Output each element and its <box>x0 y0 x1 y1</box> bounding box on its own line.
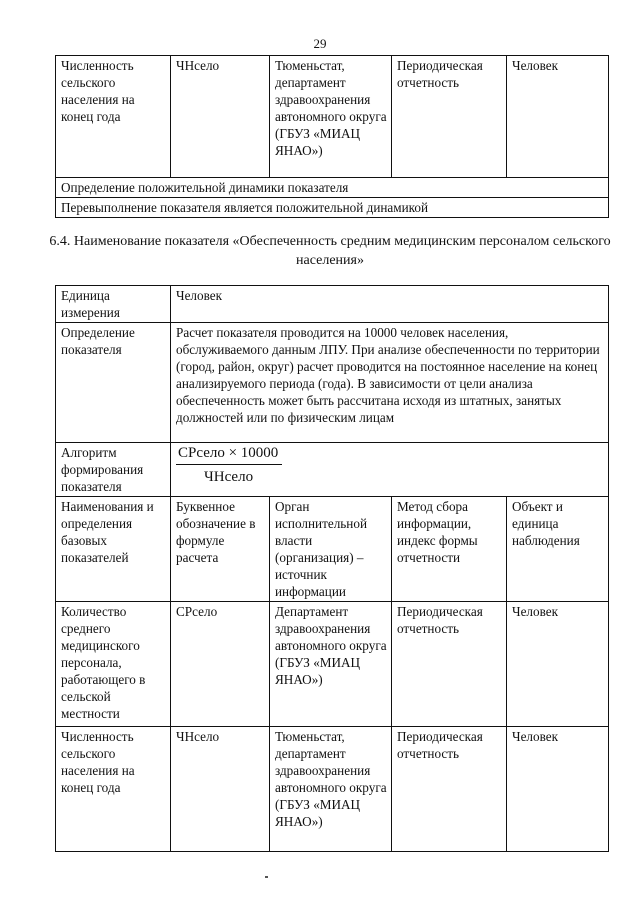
unit-label: Единица измерения <box>56 286 171 323</box>
definition-text: Расчет показателя проводится на 10000 человек населения, обслуживаемого данным ЛПУ. При анализе обеспеченности по территории (город, район, округ) расчет проводится на постоянное население на конец анализируемого периода (года). В зависимости от цели анализа обеспеченность может быть рассчитана исходя из штатных, занятых должностей или по физическим лицам <box>171 323 609 443</box>
algorithm-label: Алгоритм формирования показателя <box>56 443 171 497</box>
page-number: 29 <box>313 36 327 51</box>
cell-unit: Человек <box>507 727 609 852</box>
dynamics-definition: Определение положительной динамики показателя <box>56 178 609 198</box>
cell-symbol: ЧНсело <box>171 56 270 178</box>
cell-indicator-name: Численность сельского населения на конец года <box>56 727 171 852</box>
cell-unit: Человек <box>507 602 609 727</box>
cell-method: Периодическая отчетность <box>392 602 507 727</box>
cell-source: Тюменьстат, департамент здравоохранения автономного округа (ГБУЗ «МИАЦ ЯНАО») <box>270 56 392 178</box>
formula <box>171 443 609 497</box>
formula-denominator: ЧНсело <box>204 469 254 485</box>
table-row <box>56 727 609 852</box>
cell-indicator-name: Численность сельского населения на конец года <box>56 56 171 178</box>
cell-indicator-name: Количество среднего медицинского персонала, работающего в сельской местности <box>56 602 171 727</box>
cell-method: Периодическая отчетность <box>392 727 507 852</box>
header-method: Метод сбора информации, индекс формы отчетности <box>392 497 507 602</box>
cell-method: Периодическая отчетность <box>392 56 507 178</box>
header-unit: Объект и единица наблюдения <box>507 497 609 602</box>
table-row <box>56 602 609 727</box>
table-row <box>56 178 609 198</box>
cell-source: Департамент здравоохранения автономного округа (ГБУЗ «МИАЦ ЯНАО») <box>270 602 392 727</box>
cell-symbol: СРсело <box>171 602 270 727</box>
table-continuation <box>55 55 609 218</box>
indicator-passport-table <box>55 285 609 852</box>
cell-unit: Человек <box>507 56 609 178</box>
scan-mark <box>265 876 268 878</box>
header-name: Наименования и определения базовых показателей <box>56 497 171 602</box>
header-source: Орган исполнительной власти (организация) – источник информации <box>270 497 392 602</box>
dynamics-value: Перевыполнение показателя является положительной динамикой <box>56 198 609 218</box>
table-row <box>56 56 609 178</box>
table-header-row <box>56 497 609 602</box>
definition-label: Определение показателя <box>56 323 171 443</box>
cell-source: Тюменьстат, департамент здравоохранения автономного округа (ГБУЗ «МИАЦ ЯНАО») <box>270 727 392 852</box>
table-row <box>56 443 609 497</box>
unit-value: Человек <box>171 286 609 323</box>
section-heading: 6.4. Наименование показателя «Обеспеченность средним медицинским персоналом сельского населения» <box>49 234 611 268</box>
table-row <box>56 198 609 218</box>
table-row <box>56 323 609 443</box>
cell-symbol: ЧНсело <box>171 727 270 852</box>
formula-numerator: СРсело × 10000 <box>176 444 282 465</box>
header-symbol: Буквенное обозначение в формуле расчета <box>171 497 270 602</box>
table-row <box>56 286 609 323</box>
